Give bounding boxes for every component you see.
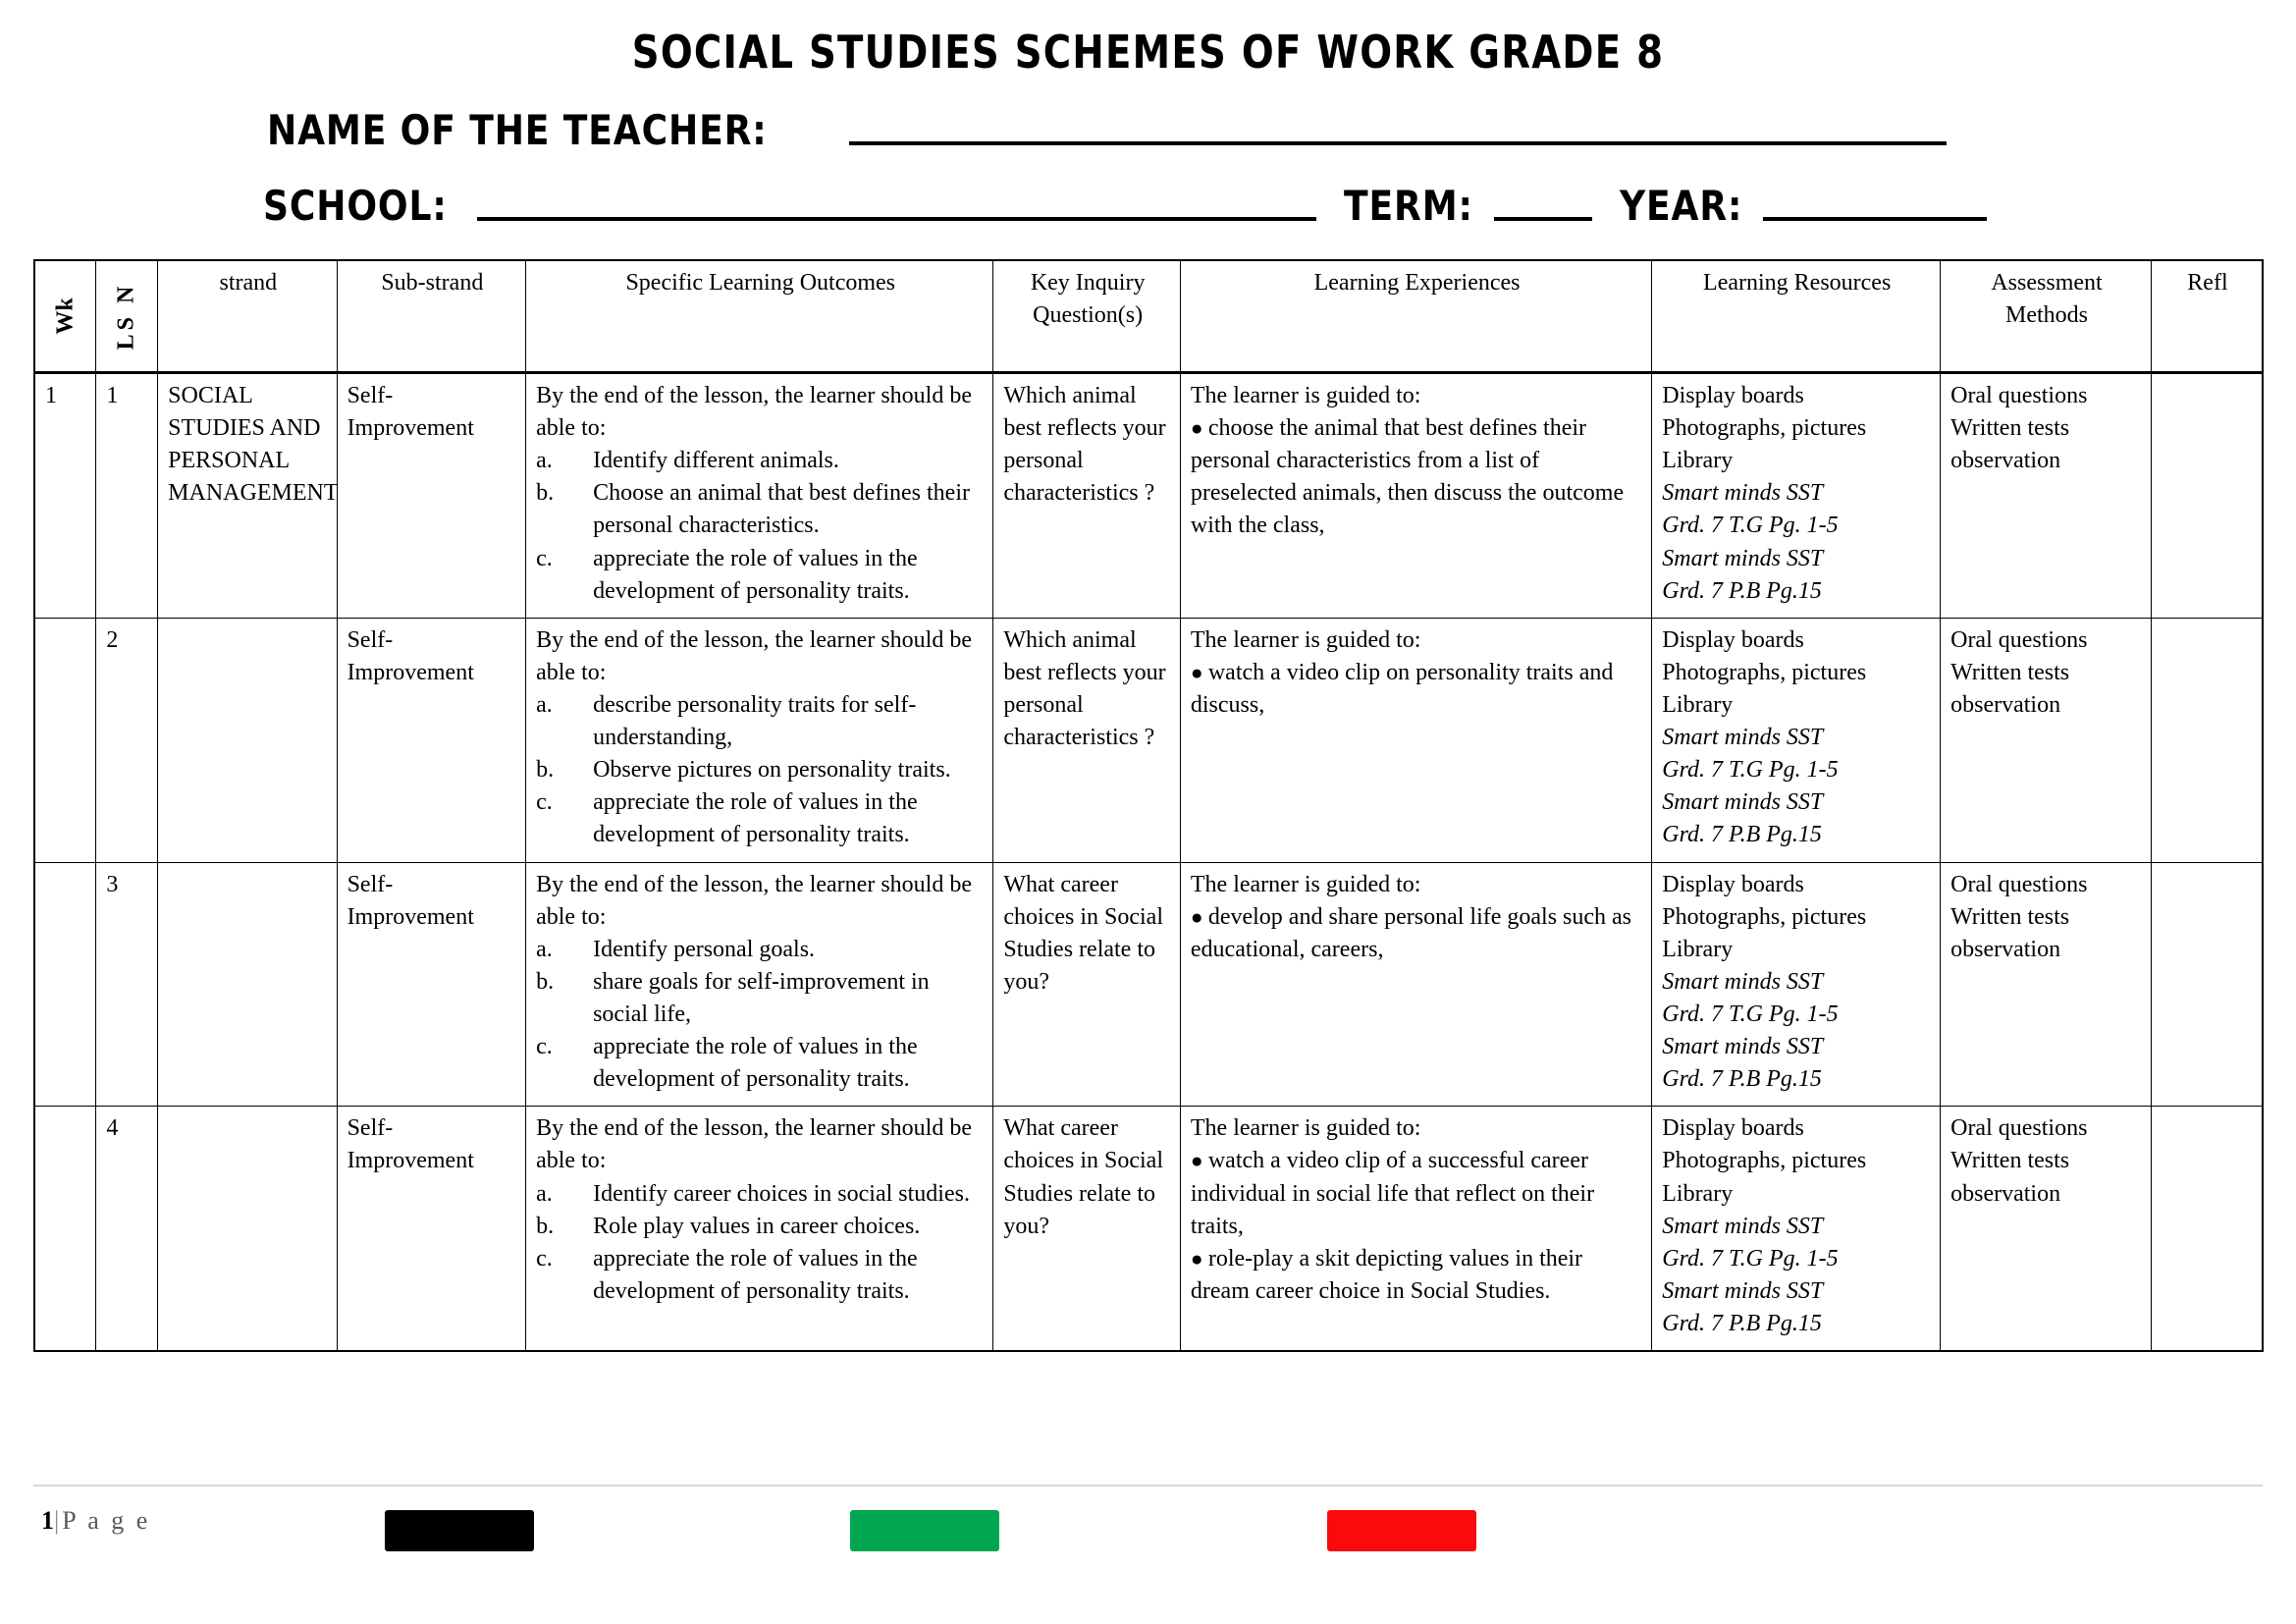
slo-item-marker: c. xyxy=(536,789,553,816)
learning-resource-line: Photographs, pictures xyxy=(1662,903,1867,930)
table-header-row xyxy=(34,260,2263,373)
cell-strand xyxy=(158,862,337,1107)
slo-item-text: appreciate the role of values in the development of personality traits. xyxy=(593,789,918,848)
cell-learning-experiences xyxy=(1180,373,1651,619)
cell-key-inquiry-question: Which animal best reflects your personal characteristics ? xyxy=(993,618,1181,862)
slo-item-marker: a. xyxy=(536,691,553,718)
cell-week: 1 xyxy=(34,373,96,619)
learning-resource-line: Photographs, pictures xyxy=(1662,1148,1867,1174)
column-header-reflection: Refl xyxy=(2151,260,2263,373)
slo-item-text: describe personality traits for self-understanding, xyxy=(593,691,917,751)
slo-item-text: Identify career choices in social studies. xyxy=(593,1180,970,1207)
learning-resource-line: Library xyxy=(1662,1180,1734,1207)
schemes-of-work-table xyxy=(33,259,2264,1352)
cell-specific-learning-outcomes xyxy=(526,1107,993,1351)
year-label: YEAR: xyxy=(1620,182,1743,230)
table-row xyxy=(34,373,2263,619)
footer-separator: | xyxy=(54,1506,63,1535)
slo-list-item xyxy=(536,1031,985,1096)
le-bullet-list xyxy=(1191,1145,1643,1308)
cell-reflection[interactable] xyxy=(2151,1107,2263,1351)
slo-list xyxy=(536,1178,985,1308)
school-term-year-field-line xyxy=(0,154,2296,230)
cell-assessment-methods xyxy=(1941,618,2152,862)
assessment-method-line: Oral questions xyxy=(1950,1115,2088,1142)
cell-key-inquiry-question: Which animal best reflects your personal characteristics ? xyxy=(993,373,1181,619)
cell-reflection[interactable] xyxy=(2151,373,2263,619)
learning-resource-line: Smart minds SST xyxy=(1662,1277,1824,1304)
slo-item-marker: c. xyxy=(536,1034,553,1060)
slo-list-item xyxy=(536,786,985,851)
slo-list-item xyxy=(536,1178,985,1211)
cell-sub-strand: Self-Improvement xyxy=(337,1107,526,1351)
le-bullet-item xyxy=(1191,1145,1643,1242)
cell-learning-experiences xyxy=(1180,618,1651,862)
cell-week xyxy=(34,862,96,1107)
le-bullet-list xyxy=(1191,657,1643,722)
slo-list-item xyxy=(536,1211,985,1243)
teacher-field-line xyxy=(0,79,2296,154)
assessment-method-line: observation xyxy=(1950,1180,2061,1207)
assessment-method-line: observation xyxy=(1950,691,2061,718)
am-header-line-1: Assessment xyxy=(1991,270,2103,296)
le-bullet-item xyxy=(1191,901,1643,966)
slo-item-text: Identify different animals. xyxy=(593,448,839,474)
slo-item-text: Identify personal goals. xyxy=(593,936,816,962)
slo-list xyxy=(536,689,985,852)
column-header-week-label: Wk xyxy=(52,298,79,335)
slo-item-marker: b. xyxy=(536,757,555,784)
learning-resource-line: Smart minds SST xyxy=(1662,1034,1824,1060)
year-input-rule[interactable] xyxy=(1763,217,1987,221)
learning-resource-line: Display boards xyxy=(1662,626,1804,653)
assessment-method-line: observation xyxy=(1950,448,2061,474)
table-row xyxy=(34,618,2263,862)
table-header xyxy=(34,260,2263,373)
le-lead-text: The learner is guided to: xyxy=(1190,626,1421,653)
le-bullet-text: watch a video clip on personality traits and discuss, xyxy=(1190,659,1614,718)
cell-sub-strand: Self-Improvement xyxy=(337,373,526,619)
slo-item-marker: b. xyxy=(536,1213,555,1239)
table-body xyxy=(34,373,2263,1352)
term-input-rule[interactable] xyxy=(1494,217,1592,221)
cell-lesson-number: 1 xyxy=(96,373,158,619)
cell-week xyxy=(34,618,96,862)
column-header-learning-resources: Learning Resources xyxy=(1652,260,1941,373)
slo-lead-text: By the end of the lesson, the learner should be able to: xyxy=(536,383,972,442)
learning-resource-line: Grd. 7 P.B Pg.15 xyxy=(1662,1310,1822,1336)
learning-resource-line: Grd. 7 T.G Pg. 1-5 xyxy=(1662,757,1839,784)
footer-page-word: P a g e xyxy=(62,1506,151,1535)
learning-resource-line: Smart minds SST xyxy=(1662,545,1824,571)
learning-resource-line: Display boards xyxy=(1662,383,1804,408)
learning-resource-line: Smart minds SST xyxy=(1662,1213,1824,1239)
slo-lead-text: By the end of the lesson, the learner should be able to: xyxy=(536,626,972,685)
bullet-dot-icon: ● xyxy=(1190,416,1208,441)
cell-strand xyxy=(158,1107,337,1351)
cell-key-inquiry-question: What career choices in Social Studies relate to you? xyxy=(993,1107,1181,1351)
assessment-method-line: Written tests xyxy=(1950,659,2070,685)
cell-week xyxy=(34,1107,96,1351)
slo-list-item xyxy=(536,477,985,542)
cell-assessment-methods xyxy=(1941,1107,2152,1351)
assessment-method-line: Written tests xyxy=(1950,415,2070,442)
slo-item-text: Choose an animal that best defines their personal characteristics. xyxy=(593,480,970,539)
flag-bar-black xyxy=(385,1510,534,1551)
cell-learning-resources xyxy=(1652,1107,1941,1351)
cell-specific-learning-outcomes xyxy=(526,373,993,619)
slo-list-item xyxy=(536,689,985,754)
slo-item-text: appreciate the role of values in the development of personality traits. xyxy=(593,545,918,604)
column-header-learning-experiences: Learning Experiences xyxy=(1180,260,1651,373)
cell-assessment-methods xyxy=(1941,373,2152,619)
slo-list-item xyxy=(536,543,985,608)
page-footer xyxy=(0,1485,2296,1602)
learning-resource-line: Library xyxy=(1662,936,1734,962)
learning-resource-line: Smart minds SST xyxy=(1662,968,1824,995)
column-header-specific-learning-outcomes: Specific Learning Outcomes xyxy=(526,260,993,373)
learning-resource-line: Grd. 7 T.G Pg. 1-5 xyxy=(1662,1001,1839,1027)
kiq-header-line-2: Question(s) xyxy=(1033,302,1144,329)
learning-resource-line: Grd. 7 P.B Pg.15 xyxy=(1662,577,1822,604)
slo-item-text: Role play values in career choices. xyxy=(593,1213,921,1239)
table-row xyxy=(34,1107,2263,1351)
learning-resource-line: Library xyxy=(1662,448,1734,474)
footer-page-number: 1 xyxy=(41,1506,54,1535)
column-header-strand: strand xyxy=(158,260,337,373)
learning-resource-line: Grd. 7 T.G Pg. 1-5 xyxy=(1662,513,1839,539)
cell-sub-strand: Self-Improvement xyxy=(337,618,526,862)
column-header-assessment-methods xyxy=(1941,260,2152,373)
assessment-method-line: Oral questions xyxy=(1950,383,2088,408)
bullet-dot-icon: ● xyxy=(1190,1246,1208,1271)
slo-lead-text: By the end of the lesson, the learner should be able to: xyxy=(536,871,972,930)
cell-strand: SOCIAL STUDIES AND PERSONAL MANAGEMENT xyxy=(158,373,337,619)
slo-list-item xyxy=(536,934,985,966)
column-header-week xyxy=(34,260,96,373)
slo-list-item xyxy=(536,1243,985,1308)
slo-item-text: appreciate the role of values in the development of personality traits. xyxy=(593,1034,918,1093)
column-header-lesson-number xyxy=(96,260,158,373)
assessment-method-line: Oral questions xyxy=(1950,626,2088,653)
cell-lesson-number: 3 xyxy=(96,862,158,1107)
table-row xyxy=(34,862,2263,1107)
le-bullet-text: role-play a skit depicting values in their dream career choice in Social Studies. xyxy=(1190,1245,1583,1304)
flag-bar-red xyxy=(1327,1510,1476,1551)
assessment-method-line: Oral questions xyxy=(1950,871,2088,897)
slo-item-text: share goals for self-improvement in social life, xyxy=(593,968,930,1027)
slo-list-item xyxy=(536,445,985,477)
learning-resource-line: Grd. 7 P.B Pg.15 xyxy=(1662,1066,1822,1093)
learning-resource-line: Smart minds SST xyxy=(1662,725,1824,751)
cell-key-inquiry-question: What career choices in Social Studies relate to you? xyxy=(993,862,1181,1107)
page-title: SOCIAL STUDIES SCHEMES OF WORK GRADE 8 xyxy=(631,26,1665,79)
le-lead-text: The learner is guided to: xyxy=(1190,871,1421,897)
learning-resource-line: Display boards xyxy=(1662,1115,1804,1142)
learning-resource-line: Grd. 7 P.B Pg.15 xyxy=(1662,822,1822,848)
cell-reflection[interactable] xyxy=(2151,862,2263,1107)
le-lead-text: The learner is guided to: xyxy=(1190,1115,1421,1142)
le-bullet-text: watch a video clip of a successful career individual in social life that reflect on their traits, xyxy=(1190,1148,1595,1239)
slo-item-marker: c. xyxy=(536,1245,553,1272)
le-bullet-text: choose the animal that best defines their personal characteristics from a list of preselected animals, then discuss the outcome with the class, xyxy=(1190,415,1625,539)
cell-specific-learning-outcomes xyxy=(526,618,993,862)
schemes-table-wrapper xyxy=(33,259,2263,1352)
cell-learning-resources xyxy=(1652,373,1941,619)
learning-resource-line: Display boards xyxy=(1662,871,1804,897)
cell-learning-experiences xyxy=(1180,862,1651,1107)
cell-sub-strand: Self-Improvement xyxy=(337,862,526,1107)
flag-bar-green xyxy=(850,1510,999,1551)
cell-strand xyxy=(158,618,337,862)
slo-item-marker: a. xyxy=(536,936,553,962)
cell-learning-experiences xyxy=(1180,1107,1651,1351)
le-bullet-item xyxy=(1191,1243,1643,1308)
term-label: TERM: xyxy=(1344,182,1474,230)
slo-list xyxy=(536,934,985,1097)
column-header-key-inquiry-questions xyxy=(993,260,1181,373)
assessment-method-line: Written tests xyxy=(1950,903,2070,930)
slo-list-item xyxy=(536,754,985,786)
le-bullet-item xyxy=(1191,657,1643,722)
slo-item-marker: a. xyxy=(536,1180,553,1207)
learning-resource-line: Photographs, pictures xyxy=(1662,415,1867,442)
slo-list xyxy=(536,445,985,608)
cell-learning-resources xyxy=(1652,862,1941,1107)
le-bullet-list xyxy=(1191,901,1643,966)
teacher-label: NAME OF THE TEACHER: xyxy=(267,106,768,154)
learning-resource-line: Photographs, pictures xyxy=(1662,659,1867,685)
assessment-method-line: Written tests xyxy=(1950,1148,2070,1174)
am-header-line-2: Methods xyxy=(2005,302,2089,329)
learning-resource-line: Smart minds SST xyxy=(1662,480,1824,507)
footer-divider xyxy=(33,1485,2263,1487)
le-bullet-item xyxy=(1191,412,1643,542)
cell-specific-learning-outcomes xyxy=(526,862,993,1107)
cell-learning-resources xyxy=(1652,618,1941,862)
slo-lead-text: By the end of the lesson, the learner should be able to: xyxy=(536,1115,972,1174)
cell-lesson-number: 4 xyxy=(96,1107,158,1351)
school-label: SCHOOL: xyxy=(263,182,448,230)
school-input-rule[interactable] xyxy=(477,217,1316,221)
teacher-input-rule[interactable] xyxy=(849,141,1947,145)
bullet-dot-icon: ● xyxy=(1190,904,1208,929)
column-header-sub-strand: Sub-strand xyxy=(337,260,526,373)
page-number-indicator xyxy=(41,1506,150,1536)
le-bullet-list xyxy=(1191,412,1643,542)
slo-item-text: Observe pictures on personality traits. xyxy=(593,757,951,784)
slo-item-marker: a. xyxy=(536,448,553,474)
le-lead-text: The learner is guided to: xyxy=(1190,383,1421,408)
cell-assessment-methods xyxy=(1941,862,2152,1107)
slo-item-marker: b. xyxy=(536,968,555,995)
bullet-dot-icon: ● xyxy=(1190,1149,1208,1173)
learning-resource-line: Smart minds SST xyxy=(1662,789,1824,816)
slo-item-marker: c. xyxy=(536,545,553,571)
cell-lesson-number: 2 xyxy=(96,618,158,862)
kiq-header-line-1: Key Inquiry xyxy=(1030,270,1146,296)
cell-reflection[interactable] xyxy=(2151,618,2263,862)
column-header-lesson-number-label: LS N xyxy=(113,282,139,351)
learning-resource-line: Library xyxy=(1662,691,1734,718)
assessment-method-line: observation xyxy=(1950,936,2061,962)
le-bullet-text: develop and share personal life goals such as educational, careers, xyxy=(1190,903,1632,962)
learning-resource-line: Grd. 7 T.G Pg. 1-5 xyxy=(1662,1245,1839,1272)
bullet-dot-icon: ● xyxy=(1190,660,1208,684)
slo-list-item xyxy=(536,966,985,1031)
slo-item-text: appreciate the role of values in the development of personality traits. xyxy=(593,1245,918,1304)
slo-item-marker: b. xyxy=(536,480,555,507)
